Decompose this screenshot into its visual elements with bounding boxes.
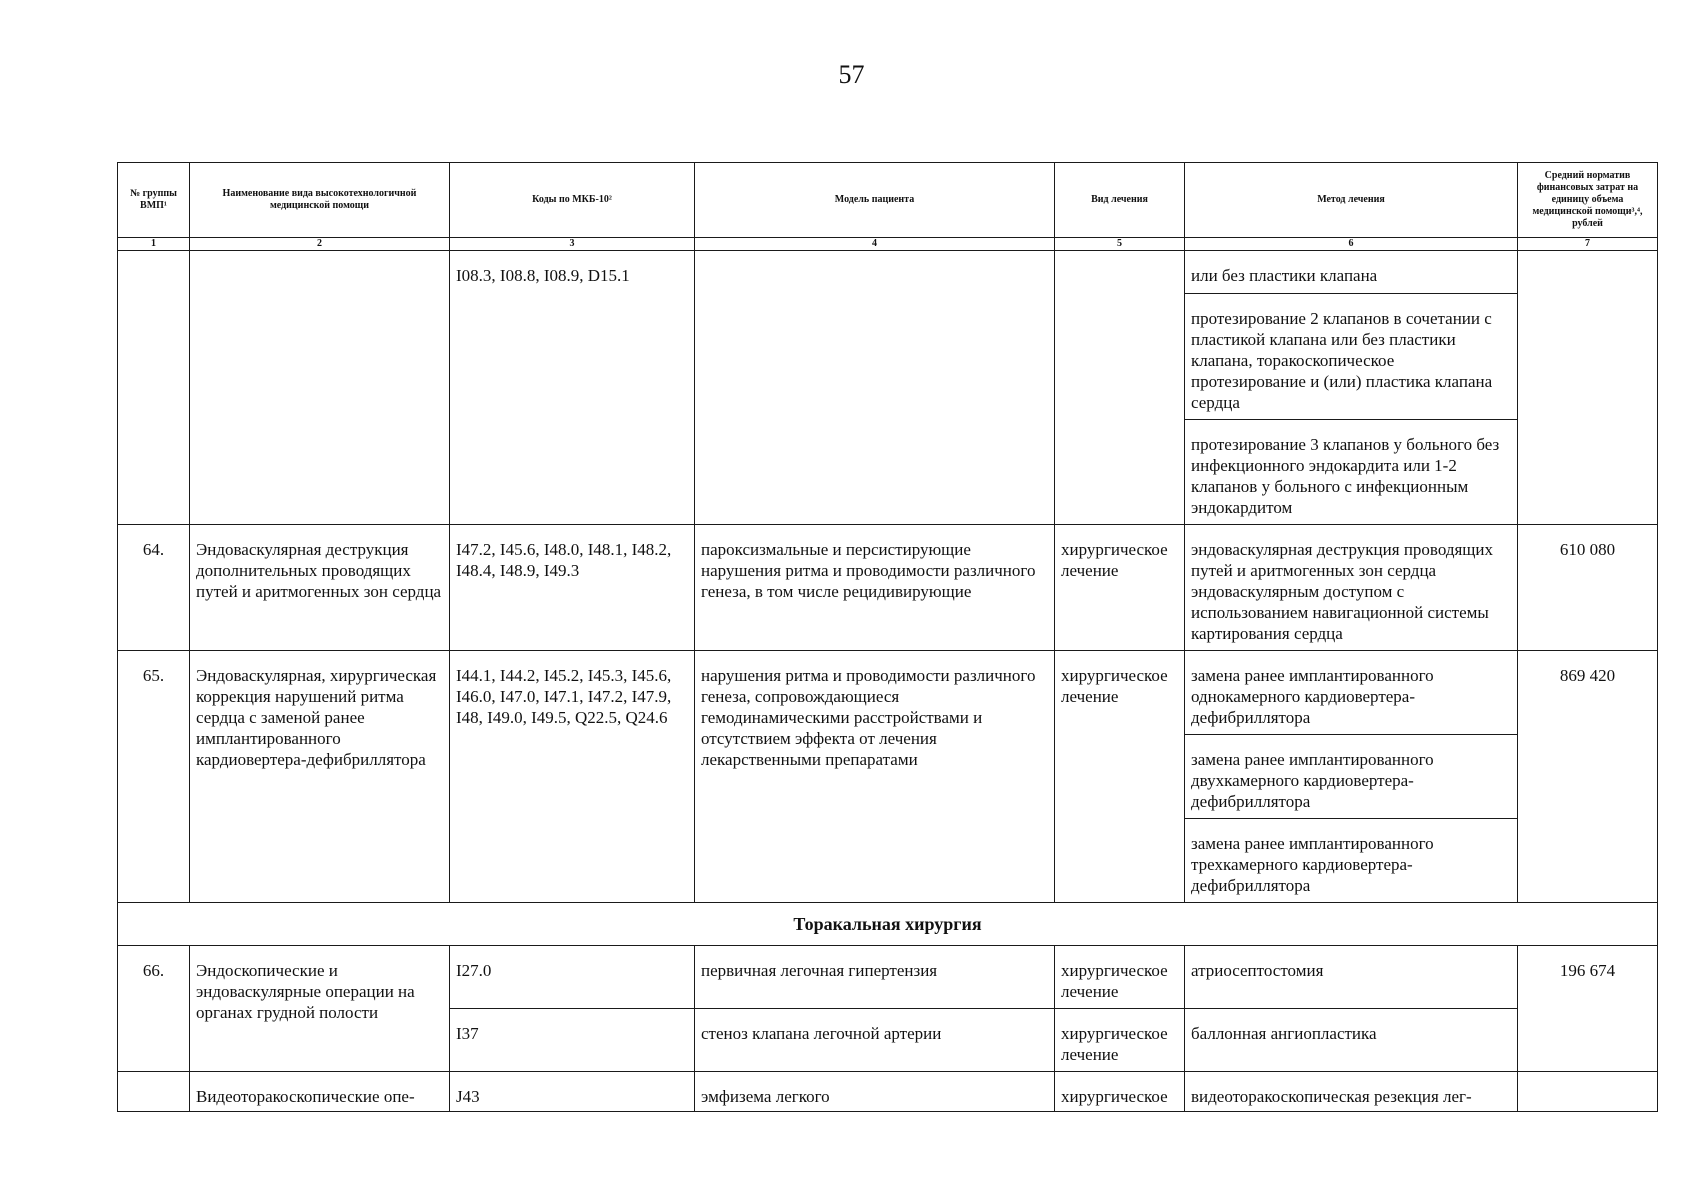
section-title: Торакальная хирургия (118, 903, 1658, 946)
col-number: 2 (190, 238, 450, 251)
cell-treatment-type (1055, 251, 1185, 525)
cell-patient-model: эмфизема легкого (695, 1072, 1055, 1112)
header-icd-codes: Коды по МКБ-10² (450, 163, 695, 238)
cell-treatment-type: хирургическое лечение (1055, 946, 1185, 1009)
cell-cost-norm (1518, 251, 1658, 525)
header-name: Наименование вида высокотехнологичной медицинской помощи (190, 163, 450, 238)
table-row (118, 651, 1658, 735)
cell-method: атриосептостомия (1185, 946, 1518, 1009)
col-number: 1 (118, 238, 190, 251)
cell-cost-norm: 196 674 (1518, 946, 1658, 1072)
cell-treatment-type: хирургическое лечение (1055, 651, 1185, 903)
col-number: 7 (1518, 238, 1658, 251)
vmp-table (117, 162, 1658, 1112)
section-row (118, 903, 1658, 946)
cell-method: или без пластики клапана (1185, 251, 1518, 294)
cell-treatment-type: хирургическое (1055, 1072, 1185, 1112)
table-row (118, 251, 1658, 294)
cell-cost-norm: 610 080 (1518, 525, 1658, 651)
cell-group-number: 65. (118, 651, 190, 903)
cell-method: замена ранее имплантированного однокамерного кардиовертера-дефибриллятора (1185, 651, 1518, 735)
header-cost-norm: Средний норматив финансовых затрат на единицу объема медицинской помощи³,⁴, рублей (1518, 163, 1658, 238)
cell-method: замена ранее имплантированного трехкамерного кардиовертера-дефибриллятора (1185, 819, 1518, 903)
cell-group-number: 64. (118, 525, 190, 651)
cell-cost-norm: 869 420 (1518, 651, 1658, 903)
cell-name: Эндоскопические и эндоваскулярные операции на органах грудной полости (190, 946, 450, 1072)
cell-group-number: 66. (118, 946, 190, 1072)
col-number: 3 (450, 238, 695, 251)
cell-method: видеоторакоскопическая резекция лег- (1185, 1072, 1518, 1112)
cell-icd-codes: I37 (450, 1009, 695, 1072)
cell-patient-model: пароксизмальные и персистирующие нарушения ритма и проводимости различного генеза, в том числе рецидивирующие (695, 525, 1055, 651)
cell-name: Эндоваскулярная деструкция дополнительных проводящих путей и аритмогенных зон сердца (190, 525, 450, 651)
header-patient-model: Модель пациента (695, 163, 1055, 238)
table-row (118, 946, 1658, 1009)
col-number: 6 (1185, 238, 1518, 251)
cell-name (190, 251, 450, 525)
cell-treatment-type: хирургическое лечение (1055, 525, 1185, 651)
cell-name: Видеоторакоскопические опе- (190, 1072, 450, 1112)
col-number: 5 (1055, 238, 1185, 251)
cell-group-number (118, 1072, 190, 1112)
col-number: 4 (695, 238, 1055, 251)
cell-patient-model: первичная легочная гипертензия (695, 946, 1055, 1009)
cell-icd-codes: I27.0 (450, 946, 695, 1009)
header-treatment-type: Вид лечения (1055, 163, 1185, 238)
cell-patient-model: стеноз клапана легочной артерии (695, 1009, 1055, 1072)
header-row (118, 163, 1658, 238)
cell-method: баллонная ангиопластика (1185, 1009, 1518, 1072)
cell-icd-codes: J43 (450, 1072, 695, 1112)
cell-method: эндоваскулярная деструкция проводящих путей и аритмогенных зон сердца эндоваскулярным доступом с использованием навигационной системы картирования сердца (1185, 525, 1518, 651)
cell-patient-model: нарушения ритма и проводимости различного генеза, сопровождающиеся гемодинамическими расстройствами и отсутствием эффекта от лечения лекарственными препаратами (695, 651, 1055, 903)
header-group-number: № группы ВМП¹ (118, 163, 190, 238)
cell-icd-codes: I47.2, I45.6, I48.0, I48.1, I48.2, I48.4, I48.9, I49.3 (450, 525, 695, 651)
cell-patient-model (695, 251, 1055, 525)
cell-method: протезирование 2 клапанов в сочетании с пластикой клапана или без пластики клапана, торакоскопическое протезирование и (или) пластика клапана сердца (1185, 294, 1518, 420)
cell-cost-norm (1518, 1072, 1658, 1112)
cell-method: замена ранее имплантированного двухкамерного кардиовертера-дефибриллятора (1185, 735, 1518, 819)
cell-name: Эндоваскулярная, хирургическая коррекция нарушений ритма сердца с заменой ранее имплантированного кардиовертера-дефибриллятора (190, 651, 450, 903)
table-row (118, 1072, 1658, 1112)
table-row (118, 525, 1658, 651)
column-numbers-row (118, 238, 1658, 251)
cell-icd-codes: I44.1, I44.2, I45.2, I45.3, I45.6, I46.0, I47.0, I47.1, I47.2, I47.9, I48, I49.0, I49.5, Q22.5, Q24.6 (450, 651, 695, 903)
cell-icd-codes: I08.3, I08.8, I08.9, D15.1 (450, 251, 695, 525)
cell-method: протезирование 3 клапанов у больного без инфекционного эндокардита или 1-2 клапанов у больного с инфекционным эндокардитом (1185, 420, 1518, 525)
cell-treatment-type: хирургическое лечение (1055, 1009, 1185, 1072)
page-number: 57 (838, 60, 865, 89)
header-method: Метод лечения (1185, 163, 1518, 238)
cell-group-number (118, 251, 190, 525)
